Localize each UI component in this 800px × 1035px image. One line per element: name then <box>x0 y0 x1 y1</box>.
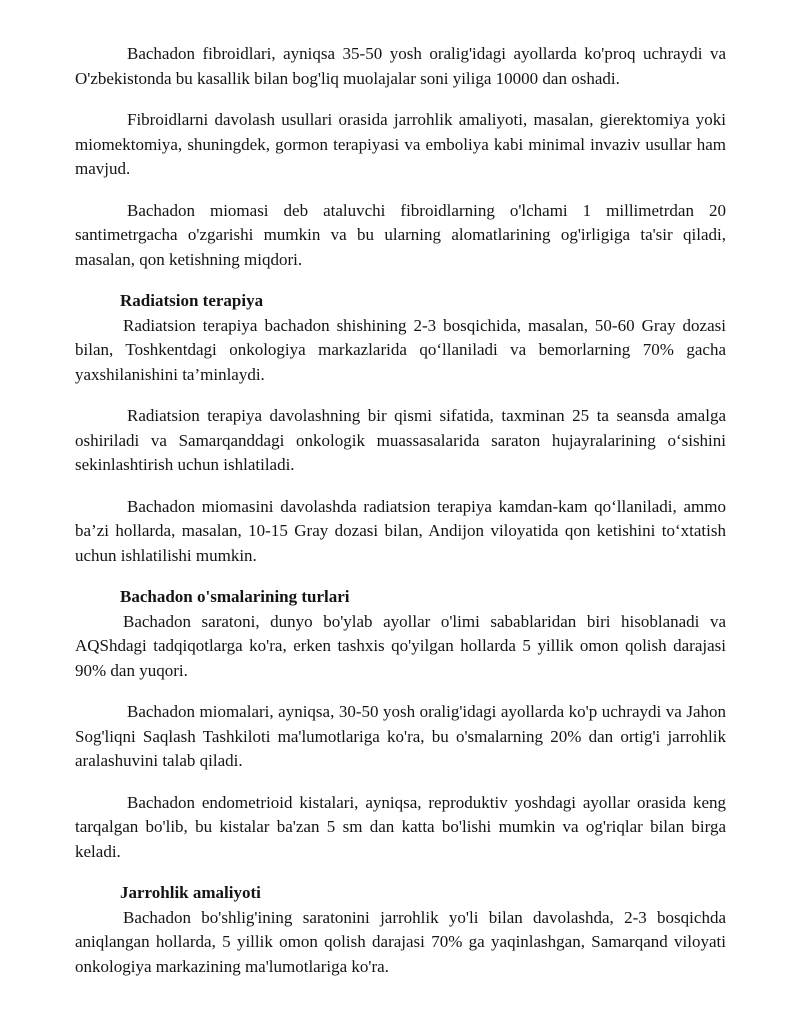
intro-paragraph-2: Fibroidlarni davolash usullari orasida jarrohlik amaliyoti, masalan, gierektomiya yoki miomektomiya, shuningdek, gormon terapiyasi va emboliya kabi minimal invaziv usullar ham mavjud. <box>75 110 726 178</box>
section-heading-surgery: Jarrohlik amaliyoti <box>120 883 261 902</box>
radiation-paragraph-2: Radiatsion terapiya davolashning bir qismi sifatida, taxminan 25 ta seansda amalga oshiriladi va Samarqanddagi onkologik muassasalarida saraton hujayralarining o‘sishini sekinlashtirish uchun ishlatiladi. <box>75 406 726 474</box>
intro-paragraph-3: Bachadon miomasi deb ataluvchi fibroidlarning o'lchami 1 millimetrdan 20 santimetrgacha o'zgarishi mumkin va bu ularning alomatlarining og'irligiga ta'sir qiladi, masalan, qon ketishning miqdori. <box>75 200 726 269</box>
section-heading-types: Bachadon o'smalarining turlari <box>120 587 350 606</box>
surgery-paragraph-1: Bachadon bo'shlig'ining saratonini jarrohlik yo'li bilan davolashda, 2-3 bosqichda aniqlangan hollarda, 5 yillik omon qolish darajasi 70% ga yaqinlashgan, Samarqand viloyati onkologiya markazining ma'lumotlariga ko'ra. <box>75 907 726 976</box>
document-page <box>75 42 726 996</box>
radiation-paragraph-3: Bachadon miomasini davolashda radiatsion terapiya kamdan-kam qo‘llaniladi, ammo ba’zi hollarda, masalan, 10-15 Gray dozasi bilan, Andijon viloyatida qon ketishini to‘xtatish uchun ishlatilishi mumkin. <box>75 496 726 565</box>
radiation-paragraph-1: Radiatsion terapiya bachadon shishining 2-3 bosqichida, masalan, 50-60 Gray dozasi bilan, Toshkentdagi onkologiya markazlarida qo‘llaniladi va bemorlarning 70% gacha yaxshilanishini ta’minlaydi. <box>75 315 726 384</box>
types-paragraph-3: Bachadon endometrioid kistalari, ayniqsa, reproduktiv yoshdagi ayollar orasida keng tarqalgan bo'lib, bu kistalar ba'zan 5 sm dan katta bo'lishi mumkin va og'riqlar bilan birga keladi. <box>75 792 726 861</box>
types-paragraph-1: Bachadon saratoni, dunyo bo'ylab ayollar o'limi sabablaridan biri hisoblanadi va AQShdagi tadqiqotlarga ko'ra, erken tashxis qo'yilgan hollarda 5 yillik omon qolish darajasi 90% dan yuqori. <box>75 611 726 680</box>
section-heading-radiation: Radiatsion terapiya <box>120 291 264 310</box>
types-paragraph-2: Bachadon miomalari, ayniqsa, 30-50 yosh oralig'idagi ayollarda ko'p uchraydi va Jahon Sog'liqni Saqlash Tashkiloti ma'lumotlariga ko'ra, bu o'smalarning 20% dan ortig'i jarrohlik aralashuvini talab qiladi. <box>75 702 726 770</box>
intro-paragraph-1: Bachadon fibroidlari, ayniqsa 35-50 yosh oralig'idagi ayollarda ko'proq uchraydi va O'zbekistonda bu kasallik bilan bog'liq muolajalar soni yiliga 10000 dan oshadi. <box>75 44 726 88</box>
